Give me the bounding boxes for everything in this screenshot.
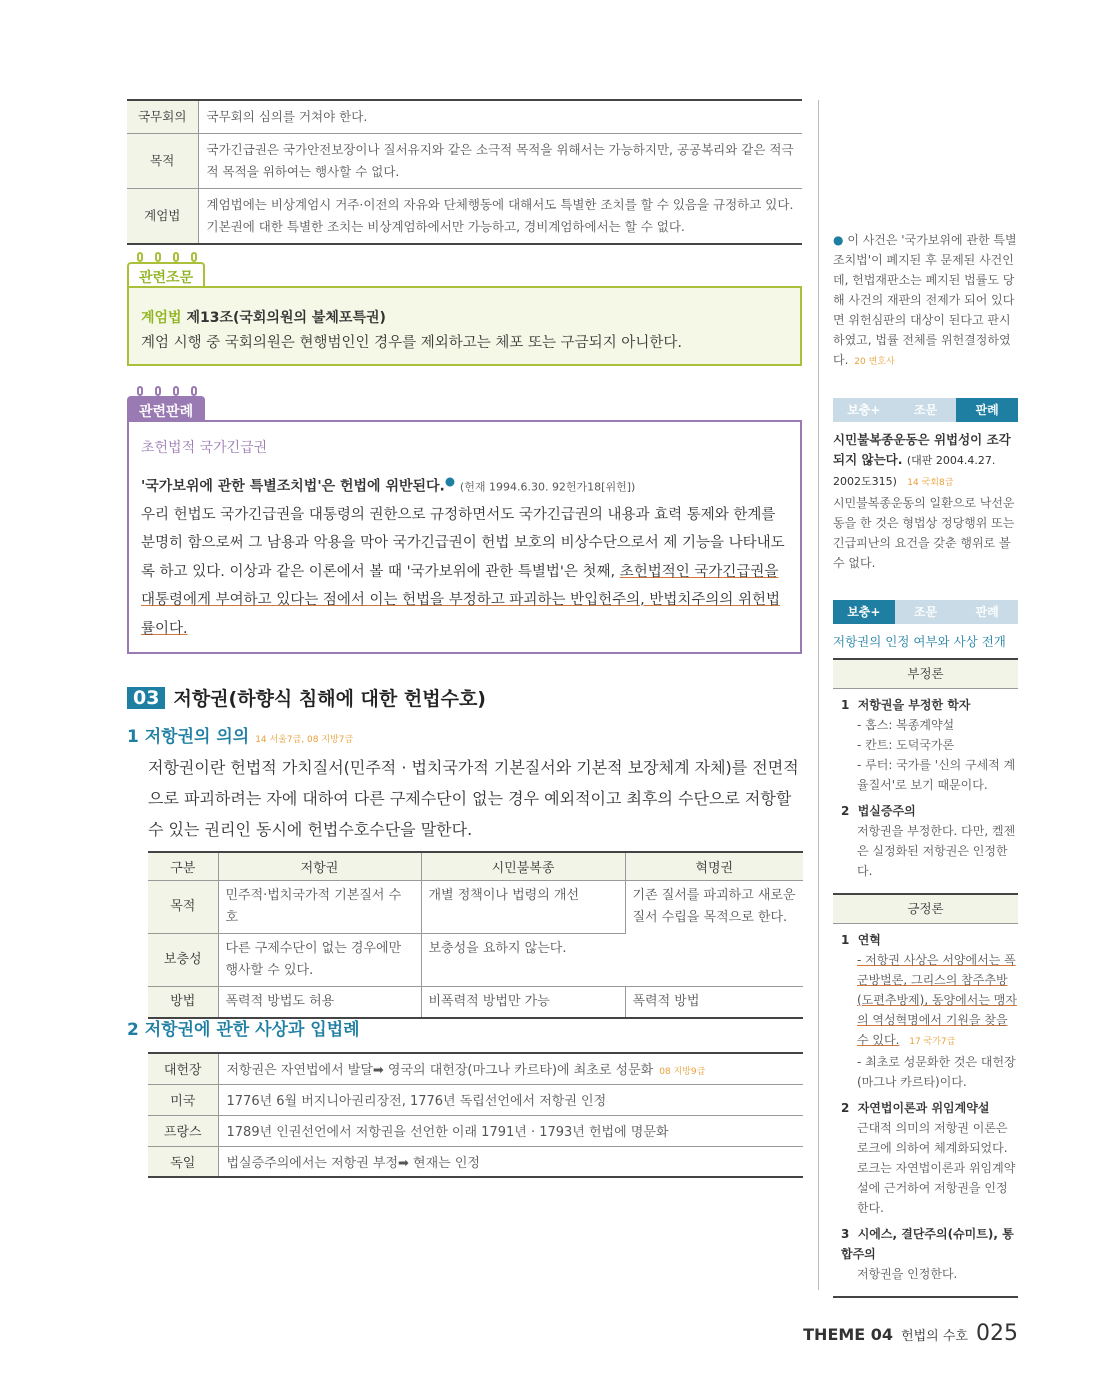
cell: 민주적·법치국가적 기본질서 수호 bbox=[218, 880, 421, 933]
related-article-box bbox=[127, 286, 802, 366]
section-heading: 저항권(하향식 침해에 대한 헌법수호) bbox=[173, 688, 486, 710]
row-label: 보충성 bbox=[148, 933, 218, 986]
col-header: 구분 bbox=[148, 852, 218, 880]
col-header: 저항권 bbox=[218, 852, 421, 880]
page-footer bbox=[803, 1321, 1018, 1346]
row-label: 프랑스 bbox=[148, 1115, 218, 1146]
tab-case: 판례 bbox=[956, 600, 1018, 624]
table-row bbox=[148, 1084, 803, 1115]
section-title bbox=[127, 684, 486, 711]
state-emergency-table bbox=[127, 99, 802, 245]
cell: 다른 구제수단이 없는 경우에만 행사할 수 있다. bbox=[218, 933, 421, 986]
case-tab-wrap bbox=[127, 386, 205, 420]
column-divider bbox=[818, 100, 819, 1290]
resistance-comparison-table bbox=[148, 851, 803, 1019]
cell: 보충성을 요하지 않는다. bbox=[421, 933, 625, 986]
row-text: 저항권은 자연법에서 발달➡ 영국의 대헌장(마그나 카르타)에 최초로 성문화 08 지방9급 bbox=[218, 1053, 803, 1084]
section-number: 03 bbox=[127, 687, 165, 709]
tab-case: 판례 bbox=[956, 398, 1018, 422]
sidebar-case bbox=[833, 398, 1018, 573]
positive-view-list bbox=[833, 924, 1018, 1298]
row-label: 계엄법 bbox=[127, 189, 198, 245]
cell: 개별 정책이나 법령의 개선 bbox=[421, 880, 625, 933]
related-case-box bbox=[127, 420, 802, 654]
sidebar-case-body: 시민불복종운동의 일환으로 낙선운동을 한 것은 형법상 정당행위 또는 긴급피난의 요건을 갖춘 행위로 볼 수 없다. bbox=[833, 496, 1015, 570]
note-marker-icon: ● bbox=[833, 233, 844, 247]
binder-rings bbox=[127, 252, 205, 262]
sidebar-case-title: 시민불복종운동은 위법성이 조각되지 않는다. (대판 2004.4.27. 2002도315) 14 국회8급 bbox=[833, 432, 1011, 488]
sidebar-tabs bbox=[833, 600, 1018, 624]
row-text: 국무회의 심의를 거쳐야 한다. bbox=[198, 100, 802, 134]
row-text: 1776년 6월 버지니아권리장전, 1776년 독립선언에서 저항권 인정 bbox=[218, 1084, 803, 1115]
resistance-definition: 저항권이란 헌법적 가치질서(민주적 · 법치국가적 기본질서와 기본적 보장체계 자체)를 전면적으로 파괴하려는 자에 대하여 다른 구제수단이 없는 경우 예외적이고 최후의 수단으로 저항할 수 있는 권리인 동시에 헌법수호수단을 말한다. bbox=[148, 758, 799, 839]
article-tab: 관련조문 bbox=[127, 262, 205, 286]
sidebar-note: ● 이 사건은 '국가보위에 관한 특별조치법'이 폐지된 후 문제된 사건인데, 헌법재판소는 폐지된 법률도 당해 사건의 재판의 전제가 되어 있다면 위헌심판의 대상이 된다고 판시하였고, 법률 전체를 위헌결정하였다. 20 변호사 bbox=[833, 233, 1017, 367]
negative-view-list bbox=[833, 689, 1018, 893]
row-label: 독일 bbox=[148, 1146, 218, 1177]
table-row bbox=[127, 189, 802, 245]
case-title: '국가보위에 관한 특별조치법'은 헌법에 위반된다.● (헌재 1994.6.30. 92헌가18[위헌]) bbox=[141, 474, 636, 495]
article-tab-wrap bbox=[127, 252, 205, 286]
row-label: 목적 bbox=[127, 134, 198, 189]
table-row bbox=[127, 100, 802, 134]
row-label: 국무회의 bbox=[127, 100, 198, 134]
col-header: 시민불복종 bbox=[421, 852, 625, 880]
case-body: 우리 헌법도 국가긴급권을 대통령의 권한으로 규정하면서도 국가긴급권의 내용과 효력 통제와 한계를 분명히 함으로써 그 남용과 악용을 막아 국가긴급권이 헌법 보호의 비상수단으로서 제 기능을 나타내도록 하고 있다. 이상과 같은 이론에서 볼 때 '국가보위에 관한 특별법'은 첫째, 초헌법적인 국가긴급권을 대통령에게 부여하고 있다는 점에서 이는 헌법을 부정하고 파괴하는 반입헌주의, 반법치주의의 위헌법률이다. bbox=[141, 506, 785, 637]
row-label: 대헌장 bbox=[148, 1053, 218, 1084]
binder-rings bbox=[127, 386, 205, 396]
cell: 폭력적 방법 bbox=[625, 986, 803, 1018]
page-number: 025 bbox=[976, 1321, 1018, 1346]
row-label: 미국 bbox=[148, 1084, 218, 1115]
tab-supplement: 보충+ bbox=[833, 600, 895, 624]
case-tab: 관련판례 bbox=[127, 396, 205, 420]
col-header: 혁명권 bbox=[625, 852, 803, 880]
cell-merged: 기존 질서를 파괴하고 새로운 질서 수립을 목적으로 한다. bbox=[625, 880, 803, 986]
supplement-title: 저항권의 인정 여부와 사상 전개 bbox=[833, 634, 1006, 649]
row-text: 국가긴급권은 국가안전보장이나 질서유지와 같은 소극적 목적을 위해서는 가능하지만, 공공복리와 같은 적극적 목적을 위하여는 행사할 수 없다. bbox=[198, 134, 802, 189]
resistance-history-table bbox=[148, 1052, 803, 1178]
table-row bbox=[148, 986, 803, 1018]
row-text: 법실증주의에서는 저항권 부정➡ 현재는 인정 bbox=[218, 1146, 803, 1177]
cell: 비폭력적 방법만 가능 bbox=[421, 986, 625, 1018]
row-text: 1789년 인권선언에서 저항권을 선언한 이래 1791년 · 1793년 헌법에 명문화 bbox=[218, 1115, 803, 1146]
subsection-1-title: 1 저항권의 의의 14 서울7급, 08 지방7급 bbox=[127, 727, 354, 747]
article-title: 계엄법 제13조(국회의원의 불체포특권) bbox=[141, 310, 386, 326]
tab-article: 조문 bbox=[895, 398, 957, 422]
table-row bbox=[148, 880, 803, 933]
positive-view-head: 긍정론 bbox=[833, 893, 1018, 924]
list-item: 1 연혁 - 저항권 사상은 서양에서는 폭군방벌론, 그리스의 참주추방(도편추방제), 동양에서는 맹자의 역성혁명에서 기원을 찾을 수 있다. 17 국가7급 - 최초로 성문화한 것은 대헌장(마그나 카르타)이다. bbox=[841, 933, 1017, 1089]
list-item: 3 시에스, 결단주의(슈미트), 통합주의 저항권을 인정한다. bbox=[841, 1227, 1014, 1281]
theme-label: THEME 04 bbox=[803, 1325, 894, 1344]
negative-view-head: 부정론 bbox=[833, 658, 1018, 689]
table-row bbox=[148, 1053, 803, 1084]
tab-supplement: 보충+ bbox=[833, 398, 895, 422]
tab-article: 조문 bbox=[895, 600, 957, 624]
table-row bbox=[148, 1115, 803, 1146]
list-item: 2 법실증주의 저항권을 부정한다. 다만, 켈젠은 실정화된 저항권은 인정한다. bbox=[841, 804, 1016, 878]
list-item: 2 자연법이론과 위임계약설 근대적 의미의 저항권 이론은 로크에 의하여 체계화되었다. 로크는 자연법이론과 위임계약설에 근거하여 저항권을 인정한다. bbox=[841, 1101, 1016, 1215]
row-label: 목적 bbox=[148, 880, 218, 933]
chapter-label: 헌법의 수호 bbox=[901, 1329, 968, 1344]
table-header-row bbox=[148, 852, 803, 880]
article-body: 계엄 시행 중 국회의원은 현행범인인 경우를 제외하고는 체포 또는 구금되지 아니한다. bbox=[141, 335, 682, 351]
subsection-2-title: 2 저항권에 관한 사상과 입법례 bbox=[127, 1020, 360, 1040]
row-text: 계엄법에는 비상계엄시 거주·이전의 자유와 단체행동에 대해서도 특별한 조치를 할 수 있음을 규정하고 있다. 기본권에 대한 특별한 조치는 비상계엄하에서만 가능하고, 경비계엄하에서는 할 수 없다. bbox=[198, 189, 802, 245]
case-subtitle: 초헌법적 국가긴급권 bbox=[141, 440, 268, 456]
sidebar-supplement bbox=[833, 600, 1018, 1298]
table-row bbox=[148, 1146, 803, 1177]
cell: 폭력적 방법도 허용 bbox=[218, 986, 421, 1018]
table-row bbox=[127, 134, 802, 189]
sidebar-tabs bbox=[833, 398, 1018, 422]
row-label: 방법 bbox=[148, 986, 218, 1018]
list-item: 1 저항권을 부정한 학자 - 홉스: 복종계약설 - 칸트: 도덕국가론 - 루터: 국가를 '신의 구세적 계율질서'로 보기 때문이다. bbox=[841, 698, 1016, 792]
